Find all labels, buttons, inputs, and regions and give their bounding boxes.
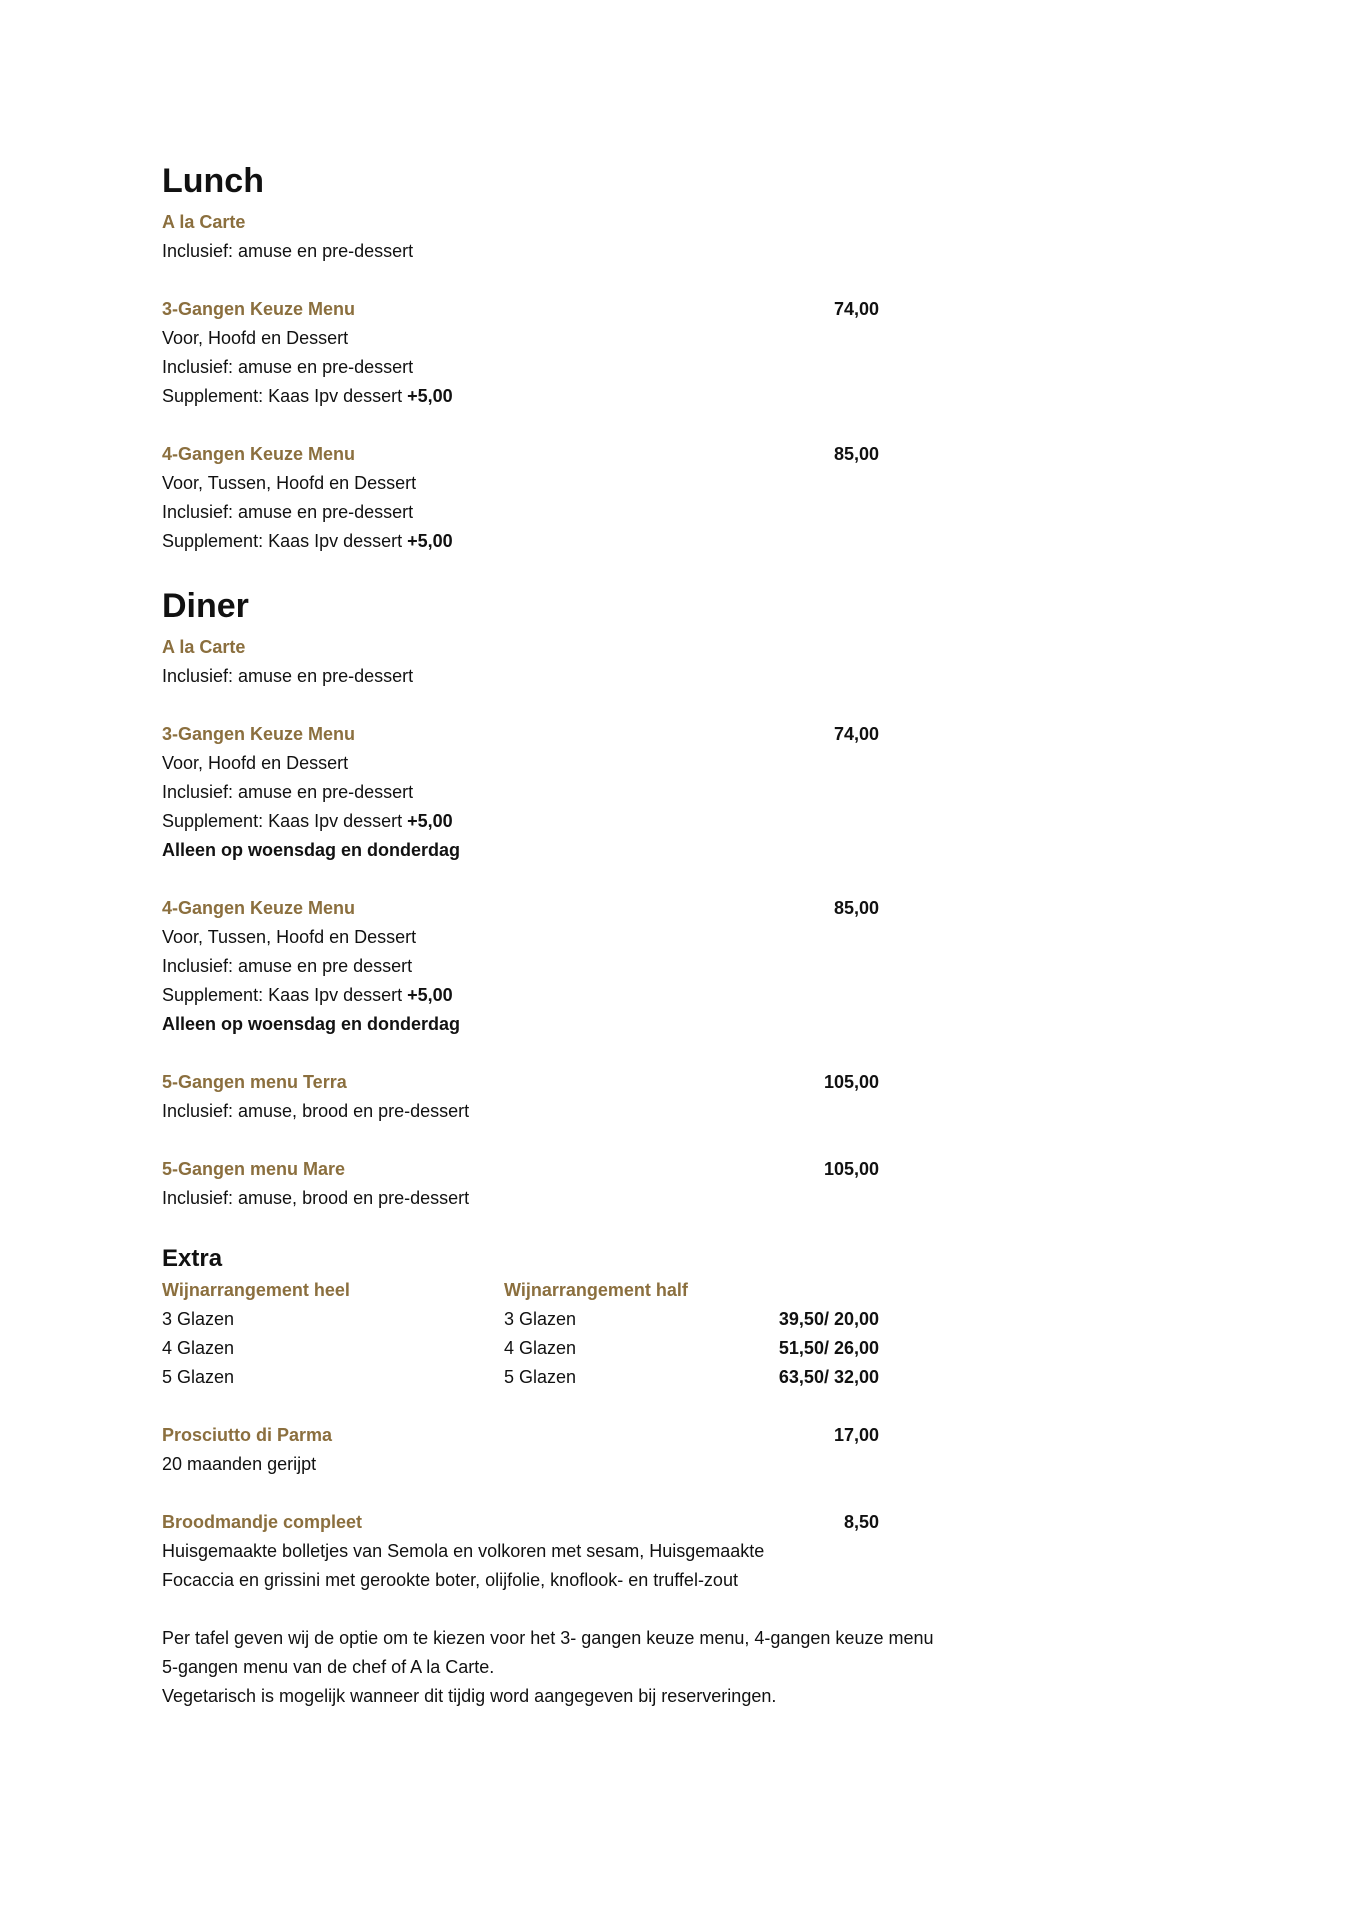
wine-half-glasses: 3 Glazen: [504, 1309, 577, 1329]
diner-menu4-price: 85,00: [833, 898, 879, 918]
supplement-price: +5,00: [407, 531, 453, 551]
wine-heel-glasses: 5 Glazen: [162, 1367, 235, 1387]
lunch-menu4-price: 85,00: [833, 444, 879, 464]
footer-line1: Per tafel geven wij de optie om te kiezen voor het 3- gangen keuze menu, 4-gangen keuze menu: [162, 1628, 934, 1648]
lunch-menu4-note: Inclusief: amuse en pre-dessert: [162, 502, 414, 522]
diner-menu3-name: 3-Gangen Keuze Menu: [162, 724, 356, 744]
bread-name: Broodmandje compleet: [162, 1512, 363, 1532]
bread-description-line2: Focaccia en grissini met gerookte boter, olijfolie, knoflook- en truffel-zout: [162, 1570, 738, 1590]
footer-line2: 5-gangen menu van de chef of A la Carte.: [162, 1657, 495, 1677]
diner-terra-name: 5-Gangen menu Terra: [162, 1072, 347, 1092]
wine-row: [162, 1305, 1062, 1334]
bread-price: 8,50: [843, 1512, 879, 1532]
diner-menu3-courses: Voor, Hoofd en Dessert: [162, 753, 349, 773]
lunch-alacarte-name: A la Carte: [162, 212, 246, 232]
wine-price: 63,50/ 32,00: [778, 1367, 879, 1387]
lunch-menu4-header: [162, 440, 1062, 469]
supplement-price: +5,00: [407, 386, 453, 406]
lunch-menu3-name: 3-Gangen Keuze Menu: [162, 299, 356, 319]
diner-mare-name: 5-Gangen menu Mare: [162, 1159, 346, 1179]
wine-half-glasses: 5 Glazen: [504, 1367, 577, 1387]
supplement-price: +5,00: [407, 811, 453, 831]
diner-title: Diner: [162, 587, 249, 625]
diner-menu3-header: [162, 720, 1062, 749]
diner-terra-price: 105,00: [823, 1072, 879, 1092]
wine-price: 39,50/ 20,00: [778, 1309, 879, 1329]
lunch-menu3-note: Inclusief: amuse en pre-dessert: [162, 357, 414, 377]
lunch-menu3-supplement: [162, 382, 1062, 411]
diner-menu4-availability: Alleen op woensdag en donderdag: [162, 1014, 461, 1034]
footer-line3: Vegetarisch is mogelijk wanneer dit tijdig word aangegeven bij reserveringen.: [162, 1686, 777, 1706]
diner-terra-note: Inclusief: amuse, brood en pre-dessert: [162, 1101, 470, 1121]
wine-row: [162, 1363, 1062, 1392]
lunch-alacarte-note: Inclusief: amuse en pre-dessert: [162, 241, 414, 261]
wine-row: [162, 1334, 1062, 1363]
diner-alacarte-note: Inclusief: amuse en pre-dessert: [162, 666, 414, 686]
lunch-menu4-courses: Voor, Tussen, Hoofd en Dessert: [162, 473, 417, 493]
lunch-menu3-courses: Voor, Hoofd en Dessert: [162, 328, 349, 348]
supplement-label: Supplement: Kaas Ipv dessert: [162, 811, 408, 831]
supplement-label: Supplement: Kaas Ipv dessert: [162, 985, 408, 1005]
prosciutto-price: 17,00: [833, 1425, 879, 1445]
lunch-title: Lunch: [162, 162, 264, 200]
diner-menu3-note: Inclusief: amuse en pre-dessert: [162, 782, 414, 802]
diner-mare-price: 105,00: [823, 1159, 879, 1179]
lunch-menu4-name: 4-Gangen Keuze Menu: [162, 444, 356, 464]
diner-terra-header: [162, 1068, 1062, 1097]
supplement-label: Supplement: Kaas Ipv dessert: [162, 386, 408, 406]
bread-description-line1: Huisgemaakte bolletjes van Semola en volkoren met sesam, Huisgemaakte: [162, 1541, 765, 1561]
prosciutto-name: Prosciutto di Parma: [162, 1425, 333, 1445]
wine-half-label: Wijnarrangement half: [504, 1280, 688, 1300]
wine-half-glasses: 4 Glazen: [504, 1338, 577, 1358]
extra-title: Extra: [162, 1245, 223, 1272]
wine-header: [162, 1276, 1062, 1305]
diner-menu4-supplement: [162, 981, 1062, 1010]
supplement-price: +5,00: [407, 985, 453, 1005]
lunch-menu3-header: [162, 295, 1062, 324]
diner-menu4-header: [162, 894, 1062, 923]
diner-alacarte-name: A la Carte: [162, 637, 246, 657]
diner-menu4-name: 4-Gangen Keuze Menu: [162, 898, 356, 918]
diner-mare-header: [162, 1155, 1062, 1184]
wine-heel-glasses: 4 Glazen: [162, 1338, 235, 1358]
wine-price: 51,50/ 26,00: [778, 1338, 879, 1358]
lunch-menu4-supplement: [162, 527, 1062, 556]
wine-heel-glasses: 3 Glazen: [162, 1309, 235, 1329]
menu-page: [162, 160, 1062, 1711]
diner-mare-note: Inclusief: amuse, brood en pre-dessert: [162, 1188, 470, 1208]
diner-menu4-courses: Voor, Tussen, Hoofd en Dessert: [162, 927, 417, 947]
bread-header: [162, 1508, 1062, 1537]
prosciutto-header: [162, 1421, 1062, 1450]
diner-menu3-price: 74,00: [833, 724, 879, 744]
lunch-menu3-price: 74,00: [833, 299, 879, 319]
wine-heel-label: Wijnarrangement heel: [162, 1280, 350, 1300]
diner-menu3-availability: Alleen op woensdag en donderdag: [162, 840, 461, 860]
diner-menu4-note: Inclusief: amuse en pre dessert: [162, 956, 413, 976]
diner-menu3-supplement: [162, 807, 1062, 836]
supplement-label: Supplement: Kaas Ipv dessert: [162, 531, 408, 551]
prosciutto-note: 20 maanden gerijpt: [162, 1454, 317, 1474]
